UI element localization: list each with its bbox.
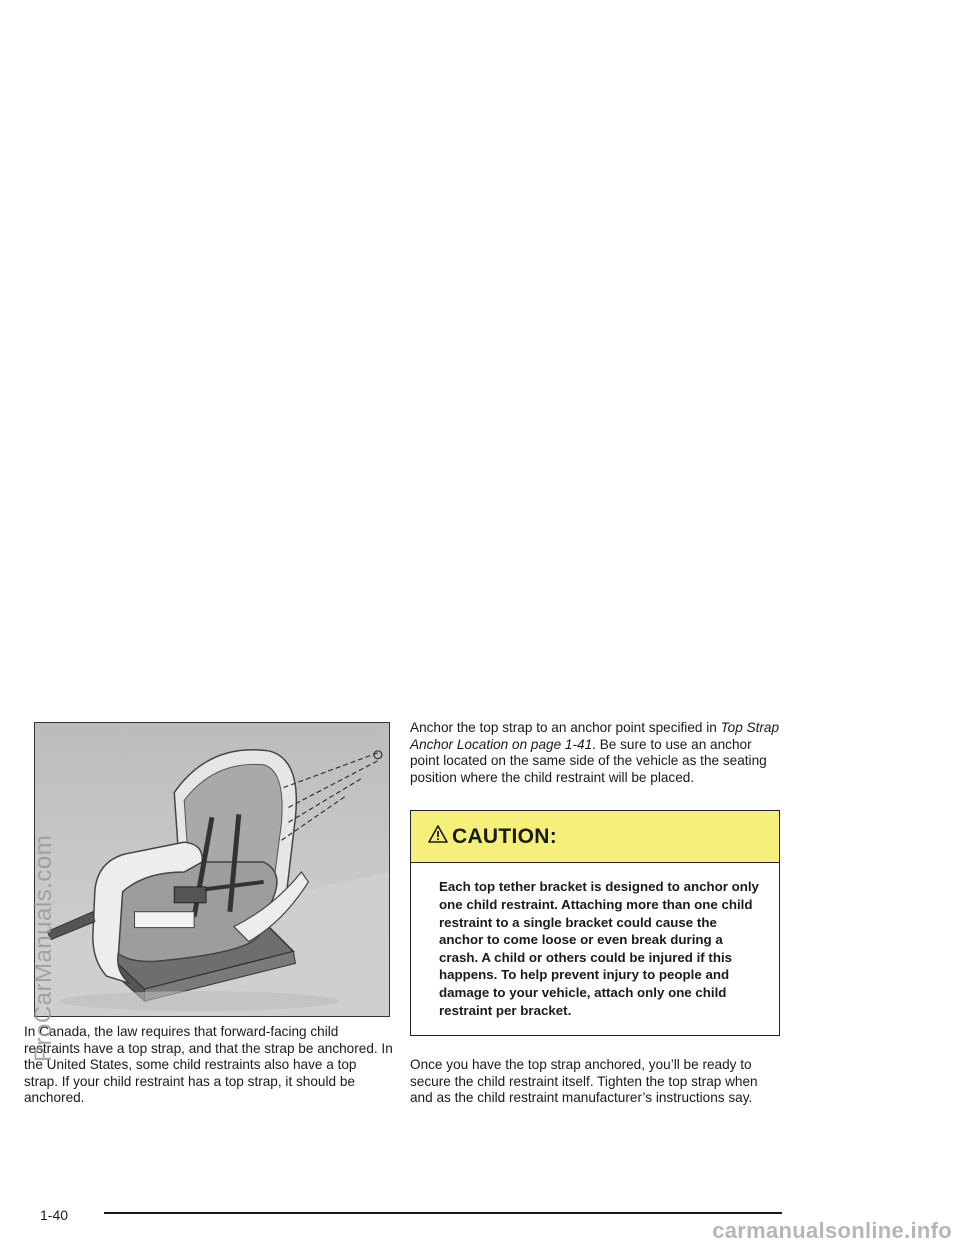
child-seat-figure — [34, 722, 390, 1017]
page-number: 1-40 — [40, 1207, 69, 1223]
para1-text-b: . Be sure to use an anchor point located on the same side of the vehicle as the seating position where the child restraint will be placed. — [410, 736, 767, 785]
canada-law-paragraph: In Canada, the law requires that forward-facing child restraints have a top strap, and that the strap be anchored. In the United States, some child restraints also have a top strap. If your child restraint has a top strap, it should be anchored. — [24, 1024, 393, 1106]
tighten-strap-paragraph: Once you have the top strap anchored, you’ll be ready to secure the child restraint itself. Tighten the top strap when and as the child restraint manufacturer’s instructions say. — [410, 1057, 758, 1106]
child-seat-illustration — [35, 723, 389, 1016]
anchor-instructions-paragraph — [410, 720, 782, 786]
caution-title: CAUTION: — [452, 824, 558, 848]
footer-rule — [104, 1212, 782, 1214]
caution-box — [410, 810, 780, 1036]
warning-triangle-icon — [428, 824, 448, 849]
bottom-watermark: carmanualsonline.info — [712, 1218, 952, 1243]
para1-text-a: Anchor the top strap to an anchor point specified in — [410, 720, 721, 735]
caution-header — [411, 811, 779, 863]
right-column — [410, 720, 782, 1107]
side-watermark: ProCarManuals.com — [30, 834, 57, 1062]
anchor-location-reference[interactable]: Top Strap Anchor Location on page 1-41 — [410, 720, 780, 752]
caution-body: Each top tether bracket is designed to anchor only one child restraint. Attaching more than one child restraint to a single bracket could cause the anchor to come loose or even break during a crash. A child or others could be injured if this happens. To help prevent injury to people and damage to your vehicle, attach only one child restraint per bracket. — [439, 879, 759, 1018]
